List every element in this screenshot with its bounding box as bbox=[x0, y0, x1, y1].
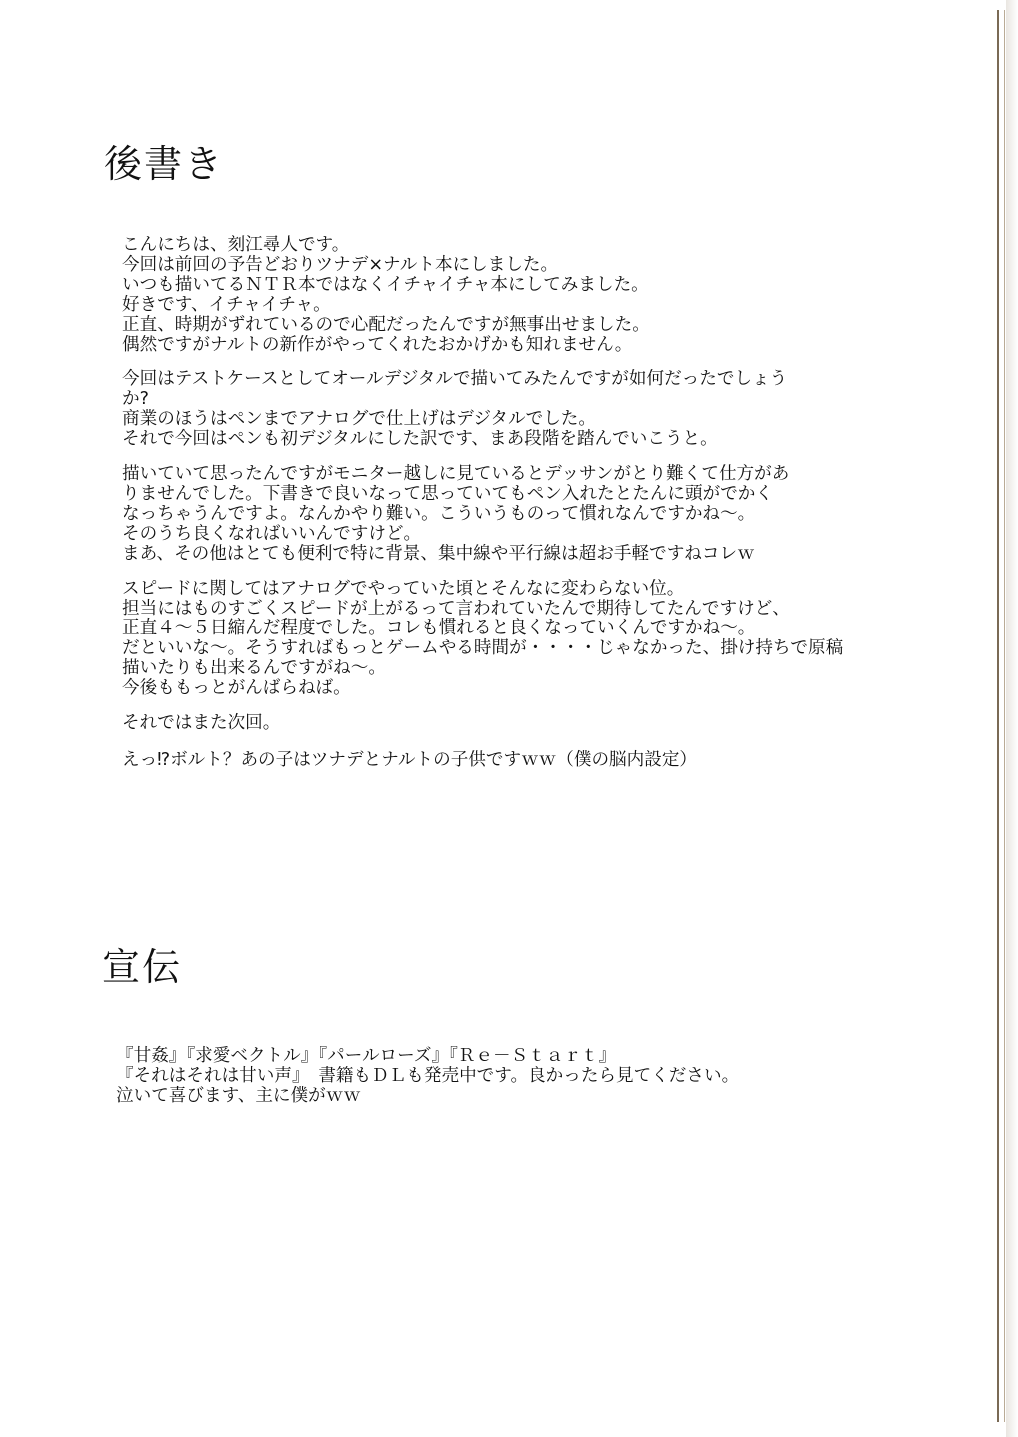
text-line: そのうち良くなればいいんですけど。 bbox=[122, 523, 422, 544]
afterword-body bbox=[122, 236, 843, 786]
binding-line bbox=[997, 10, 999, 1422]
text-line: 泣いて喜びます、主に僕がｗｗ bbox=[116, 1085, 361, 1106]
text-line: 『それはそれは甘い声』 書籍もＤＬも発売中です。良かったら見てください。 bbox=[116, 1065, 740, 1086]
text-line: スピードに関してはアナログでやっていた頃とそんなに変わらない位。 bbox=[122, 578, 685, 599]
afterword-paragraph bbox=[122, 580, 843, 699]
afterword-paragraph bbox=[122, 751, 843, 771]
text-line: 担当にはものすごくスピードが上がるって言われていたんで期待してたんですけど、 bbox=[122, 598, 790, 619]
text-line: それではまた次回。 bbox=[122, 713, 281, 734]
text-line: 今後ももっとがんばらねば。 bbox=[122, 678, 351, 699]
text-line: だといいな～。そうすればもっとゲームやる時間が・・・・じゃなかった、掛け持ちで原稿 bbox=[122, 638, 844, 659]
text-line: 『甘姦』『求愛ベクトル』『パールローズ』『Ｒｅ－Ｓｔａｒｔ』 bbox=[116, 1046, 617, 1066]
afterword-paragraph bbox=[122, 714, 843, 734]
afterword-paragraph bbox=[122, 236, 843, 355]
text-line: いつも描いてるＮＴＲ本ではなくイチャイチャ本にしてみました。 bbox=[122, 274, 649, 295]
text-line: 描いていて思ったんですがモニター越しに見ているとデッサンがとり難くて仕方があ bbox=[122, 464, 790, 485]
binding-line bbox=[1004, 10, 1005, 1422]
text-line: それで今回はペンも初デジタルにした訳です、まあ段階を踏んでいこうと。 bbox=[122, 429, 718, 450]
text-line: 今回は前回の予告どおりツナデ×ナルト本にしました。 bbox=[122, 254, 559, 275]
text-line: まあ、その他はとても便利で特に背景、集中線や平行線は超お手軽ですねコレｗ bbox=[122, 543, 755, 564]
afterword-paragraph bbox=[122, 465, 843, 565]
text-line: 偶然ですがナルトの新作がやってくれたおかげかも知れません。 bbox=[122, 334, 633, 355]
text-line: 好きです、イチャイチャ。 bbox=[122, 294, 331, 315]
text-line: 今回はテストケースとしてオールデジタルで描いてみたんですが如何だったでしょう bbox=[122, 369, 788, 390]
page-edge-shadow bbox=[1006, 0, 1018, 1437]
text-line: こんにちは、刻江尋人です。 bbox=[122, 235, 350, 255]
ads-heading: 宣伝 bbox=[102, 945, 183, 989]
text-line: なっちゃうんですよ。なんかやり難い。こういうものって慣れなんですかね～。 bbox=[122, 503, 756, 524]
text-line: りませんでした。下書きで良いなって思っていてもペン入れたとたんに頭がでかく bbox=[122, 483, 773, 504]
text-line: 描いたりも出来るんですがね～。 bbox=[122, 658, 386, 679]
text-line: 商業のほうはペンまでアナログで仕上げはデジタルでした。 bbox=[122, 409, 596, 430]
ads-body bbox=[116, 1047, 739, 1107]
text-line: 正直、時期がずれているので心配だったんですが無事出せました。 bbox=[122, 314, 650, 335]
afterword-paragraph bbox=[122, 370, 843, 450]
text-line: 正直４～５日縮んだ程度でした。コレも慣れると良くなっていくんですかね～。 bbox=[122, 618, 756, 639]
text-line: えっ⁉ボルト？あの子はツナデとナルトの子供ですｗｗ（僕の脳内設定） bbox=[122, 749, 698, 770]
text-line: か? bbox=[122, 389, 149, 410]
afterword-heading: 後書き bbox=[104, 142, 225, 186]
